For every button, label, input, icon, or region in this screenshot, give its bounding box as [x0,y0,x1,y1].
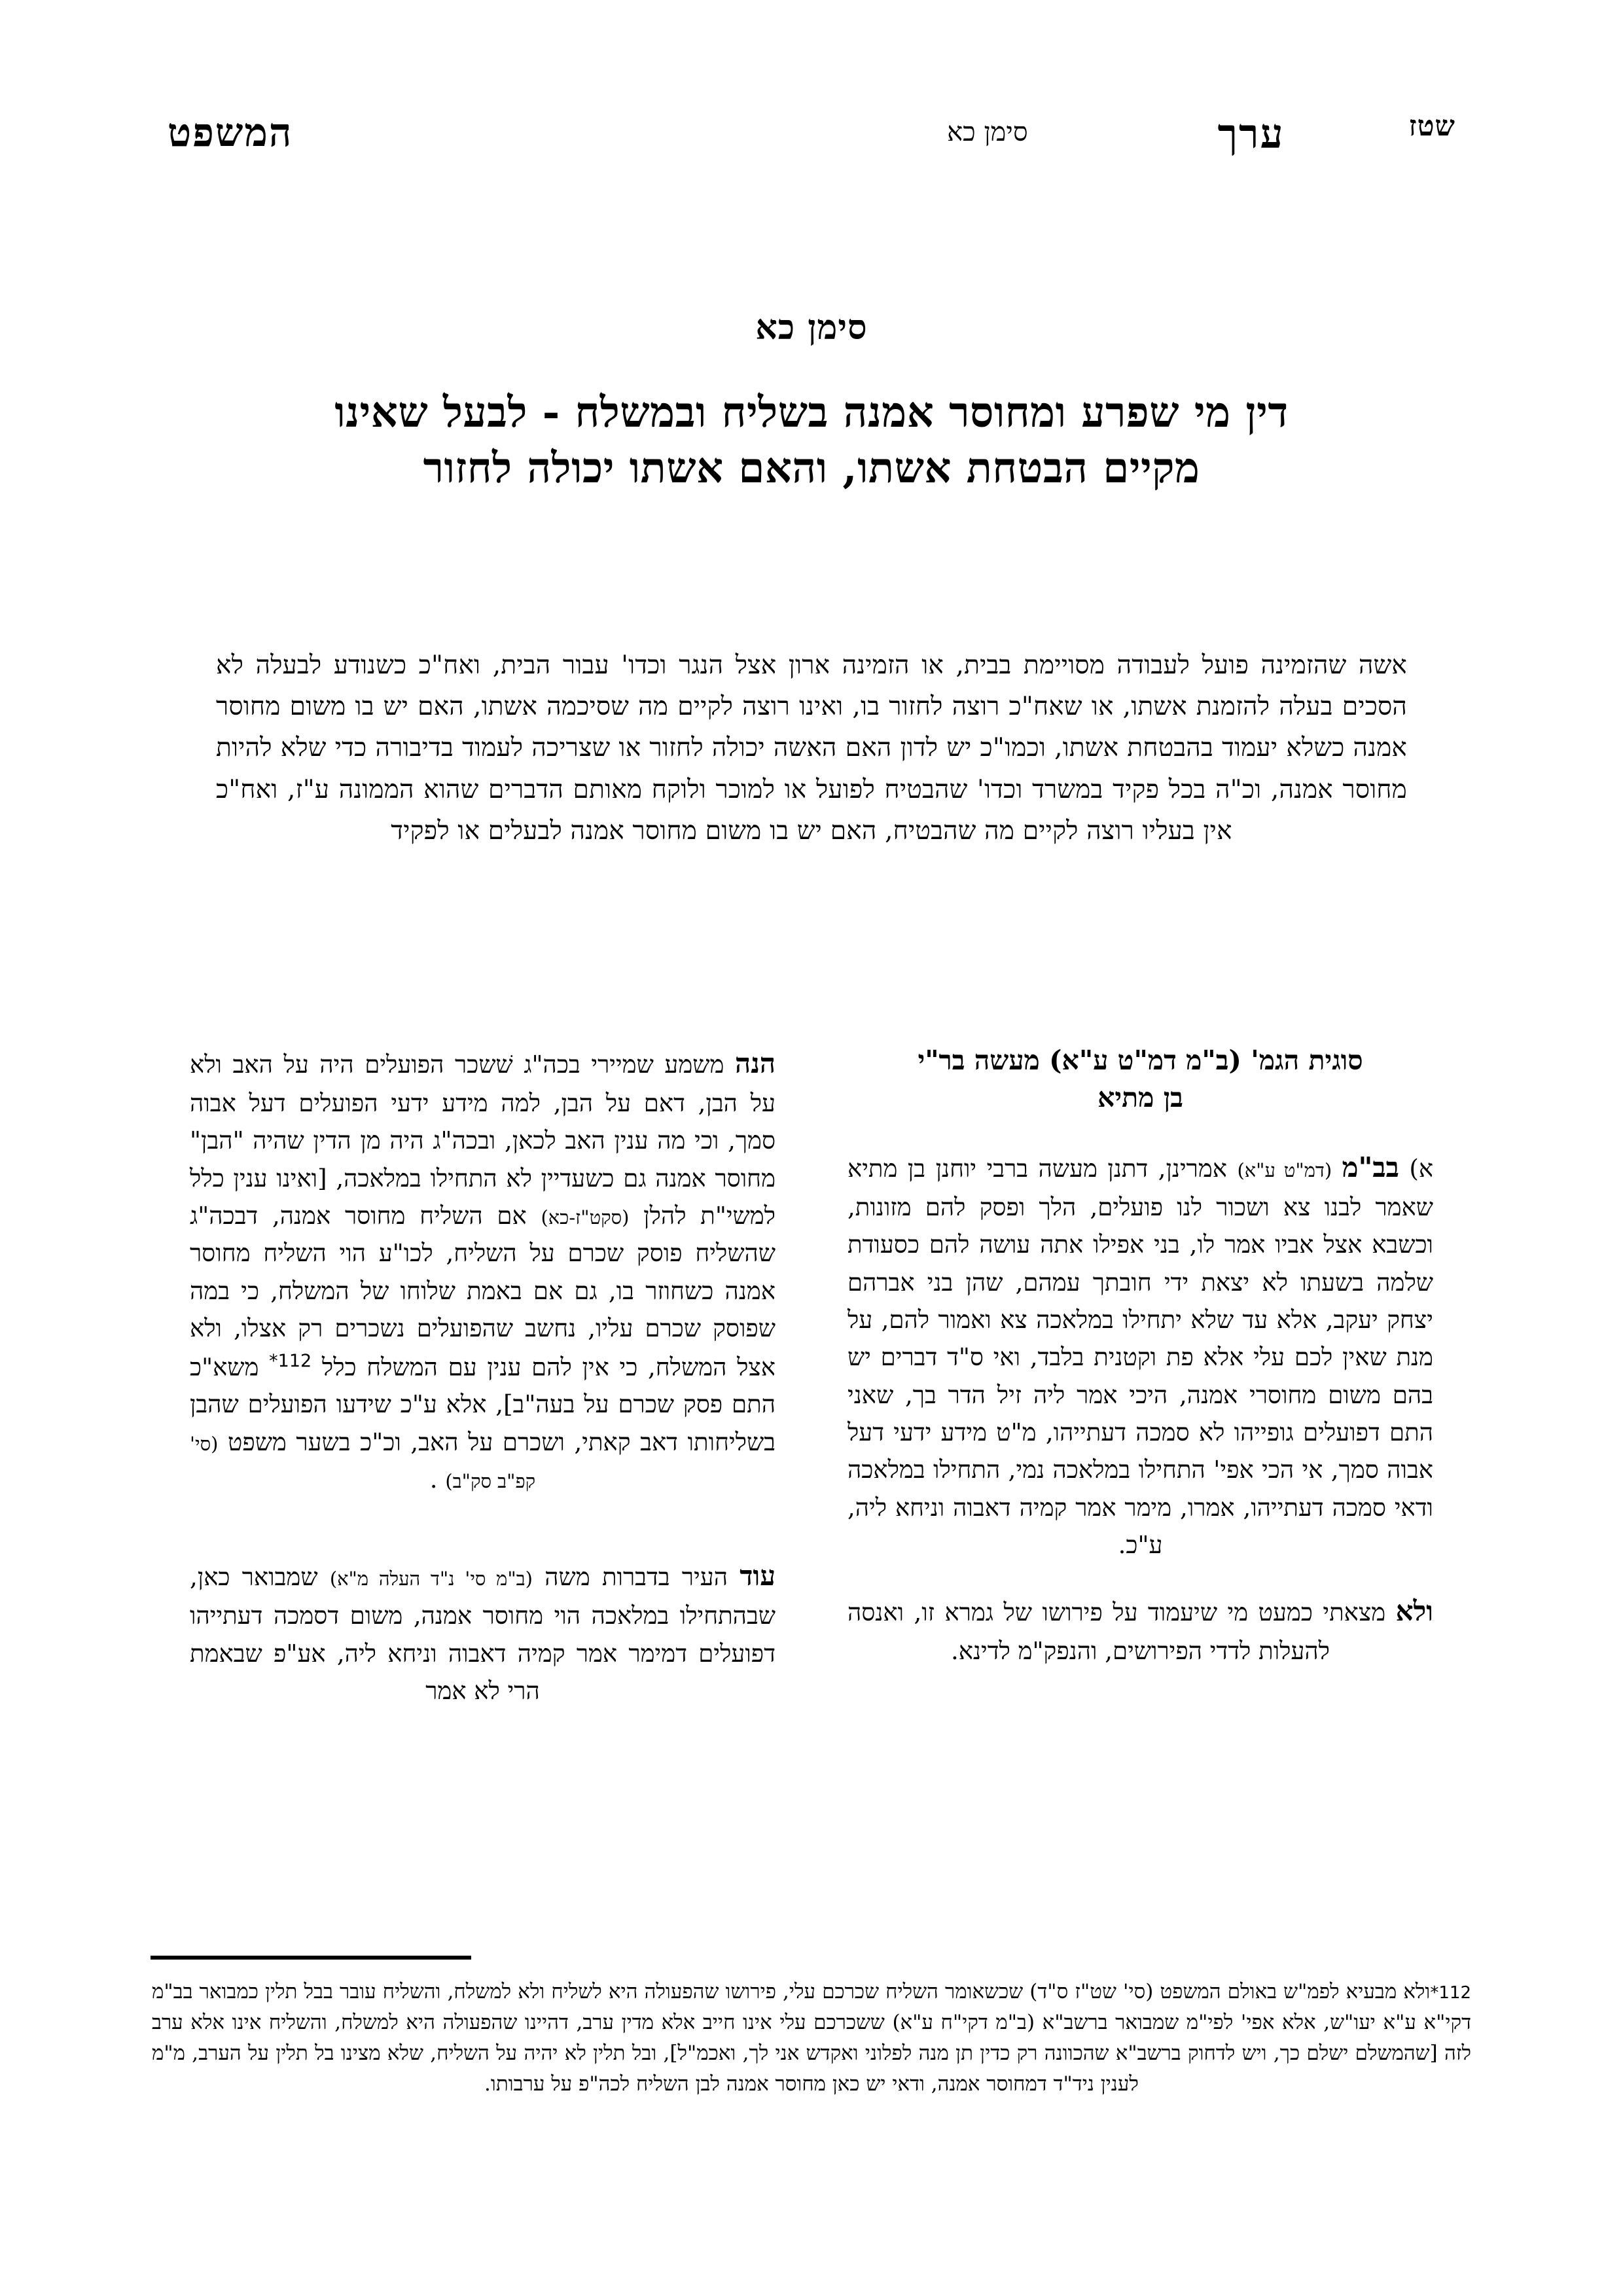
paragraph-source-ref-end: (סי' קפ"ב סק"ב) [190,1432,536,1492]
paragraph-od [190,1554,776,1710]
siman-label: סימן כא [755,308,868,348]
footnote-text: ולא מבעיא לפמ"ש באולם המשפט (סי' שט"ז ס"ד) שכשאומר השליח שכרכם עלי, פירושו שהפעולה היא לשליח ולא למשלח, והשליח עובר בבל תלין כמבואר בב"מ דקי"א ע"א יעו"ש, אלא אפי' לפי"מ שמבואר ברשב"א (ב"מ דקי"ח ע"א) ששכרכם עלי אינו חייב אלא מדין ערב, דהיינו שהפעולה היא למשלח, והשליח אינו אלא ערב לזה [שהמשלם ישלם כך, ויש לדחוק ברשב"א שהכוונה רק כדין תן מנה לפלוני ואקדש אני לך, ואכמ"ל], ובל תלין לא יהיה על השליח, שלא מצינו בל תלין על הערב, מ"מ לענין ניד"ד דמחוסר אמנה, ודאי יש כאן מחוסר אמנה לבן השליח לכה"פ על ערבותו. [152,1980,1471,2096]
paragraph-source-ref: (סקט"ז-כא) [541,1206,630,1229]
footnote-reference[interactable]: 112* [269,1350,312,1371]
paragraph-text: אמרינן, דתנן מעשה ברבי יוחנן בן מתיא שאמר לבנו צא ושכור לנו פועלים, הלך ופסק להם מזונות, וכשבא אצל אביו אמר לו, בני אפילו אתה עושה להם כסעודת שלמה בשעתו לא יצאת ידי חובתך עמהם, שהן בני אברהם יצחק יעקב, אלא עד שלא יתחילו במלאכה צא ואמור להם, על מנת שאין לכם עלי אלא פת וקטנית בלבד, ואי ס"ד דברים יש בהם משום מחוסרי אמנה, היכי אמר ליה זיל הדר בך, שאני התם דפועלים גופייהו לא סמכה דעתייהו, מ"ט מידע ידעי דעל אבוה סמך, אי הכי אפי' התחילו במלאכה נמי, התחילו במלאכה ודאי סמכה דעתייהו, אמרו, מימר אמר קמיה דאבוה וניחא ליה, ע"כ. [847,1154,1433,1559]
column-right-heading-line-1: סוגית הגמ' (ב"מ דמ"ט ע"א) מעשה בר"י [918,1045,1363,1076]
paragraph-text-4: . [429,1465,438,1494]
page-title-line-2: מקיים הבטחת אשתו, והאם אשתו יכולה לחזור [423,444,1200,493]
body-columns [190,1042,1433,1906]
paragraph-text-2: אם השליח מחוסר אמנה, דבכה"ג שהשליח פוסק שכרם על השליח, לכו"ע הוי השליח מחוסר אמנה כשחוזר בו, גם אם באמת שלוחו של המשלח, כי במה שפוסק שכרם עליו, נחשב שהפועלים נשכרים רק אצלו, ולא אצל המשלח, כי אין להם ענין עם המשלח כלל [190,1202,776,1381]
paragraph-velo [847,1590,1433,1670]
paragraph-text: העיר בדברות משה [532,1563,728,1592]
paragraph-lead-word: עוד [740,1560,776,1592]
paragraph-text-3: משא"כ התם פסק שכרם על בעה"ב], אלא ע"כ שידעו הפועלים שהבן בשליחותו דאב קאתי, ושכרם על האב, וכ"כ בשער משפט [190,1352,776,1456]
running-head [168,110,1455,169]
footnote-block [152,1977,1471,2100]
running-head-siman: סימן כא [947,117,1028,147]
paragraph-text: מצאתי כמעט מי שיעמוד על פירושו של גמרא זו, ואנסה להעלות לדדי הפירושים, והנפק"מ לדינא. [847,1598,1386,1666]
footnote-number: 112 [1438,1983,1471,2003]
paragraph-lead-word: ולא [1395,1595,1433,1628]
paragraph-source-ref: (ב"מ סי' נ"ד העלה מ"א) [329,1568,533,1590]
page-title [196,385,1427,496]
paragraph-aleph [847,1146,1433,1564]
paragraph-lead-word: הנה [735,1047,776,1079]
footnote-separator [151,1956,471,1960]
folio-number: שטז [1408,110,1455,143]
paragraph-spacer [190,1524,776,1554]
running-head-book-title: המשפט [168,110,293,156]
footnote-star: * [1430,1983,1439,2003]
running-head-word: ערך [1217,110,1285,158]
paragraph-source-ref: (דמ"ט ע"א) [1237,1158,1332,1181]
column-right-heading-line-2: בן מתיא [1097,1082,1183,1114]
paragraph-hineh [190,1042,776,1498]
paragraph-lead-word: בב"מ [1342,1151,1399,1183]
page-title-line-1: דין מי שפרע ומחוסר אמנה בשליח ובמשלח - לבעל שאינו [334,388,1289,437]
intro-paragraph: אשה שהזמינה פועל לעבודה מסויימת בבית, או הזמינה ארון אצל הנגר וכדו' עבור הבית, ואח"כ כשנודע לבעלה לא הסכים בעלה להזמנת אשתו, או שאח"כ רוצה לחזור בו, ואינו רוצה לקיים מה שסיכמה אשתו, האם יש בו משום מחוסר אמנה כשלא יעמוד בהבטחת אשתו, וכמו"כ יש לדון האם האשה יכולה לחזור או שצריכה לעמוד בדיבורה כדי שלא להיות מחוסר אמנה, וכ"ה בכל פקיד במשרד וכדו' שהבטיח לפועל או למוכר ולוקח מאותם הדברים שהוא הממונה ע"ז, ואח"כ אין בעליו רוצה לקיים מה שהבטיח, האם יש בו משום מחוסר אמנה לבעלים או לפקיד [216,651,1407,846]
paragraph-marker: א) [1409,1154,1434,1183]
column-left [190,1042,776,1906]
paragraph-text-2: שמבואר כאן, שבהתחילו במלאכה הוי מחוסר אמנה, משום דסמכה דעתייהו דפועלים דמימר אמר קמיה דאבוה וניחא ליה, אע"פ שבאמת הרי לא אמר [190,1563,776,1705]
column-right [847,1042,1433,1906]
column-right-heading [847,1042,1433,1117]
paragraph-text: משמע שמיירי בכה"ג שׁשכר הפועלים היה על האב ולא על הבן, דאם על הבן, למה מידע ידעי הפועלים דעל אבוה סמך, וכי מה ענין האב לכאן, ובכה"ג היה מן הדין שהיה "הבן" מחוסר אמנה גם כשעדיין לא התחילו במלאכה, [ואינו ענין כלל למשי"ת להלן [190,1050,776,1230]
